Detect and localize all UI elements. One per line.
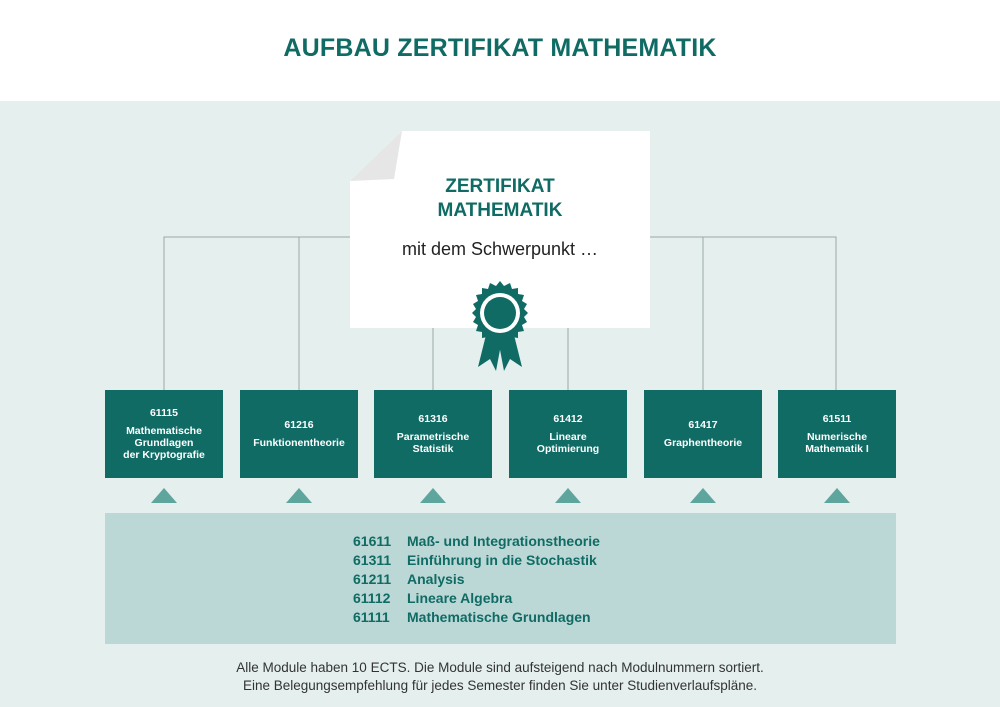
module-box-61511	[778, 390, 896, 478]
base-modules-box	[105, 513, 896, 644]
connector-line-left	[164, 237, 350, 390]
module-name: Numerische Mathematik I	[805, 431, 869, 455]
module-number: 61115	[149, 407, 179, 419]
module-number: 61417	[688, 419, 718, 431]
module-code: 61111	[353, 609, 390, 625]
module-code: 61311	[353, 552, 392, 568]
up-arrow-icon	[286, 488, 312, 503]
module-box-61417	[644, 390, 762, 478]
base-modules-list	[353, 532, 600, 627]
up-arrow-icon	[824, 488, 850, 503]
footnote	[0, 659, 1000, 695]
module-name: Funktionentheorie	[253, 437, 345, 449]
module-number: 61511	[822, 413, 852, 425]
module-code: 61211	[353, 571, 392, 587]
certificate-card	[350, 131, 650, 328]
module-title: Analysis	[407, 571, 465, 587]
module-number: 61316	[418, 413, 448, 425]
module-box-61316	[374, 390, 492, 478]
module-number: 61216	[284, 419, 314, 431]
certificate-subtitle: mit dem Schwerpunkt …	[401, 239, 599, 259]
connector-line-right	[650, 237, 836, 390]
list-item	[353, 551, 600, 570]
list-item	[353, 589, 600, 608]
module-box-61115	[105, 390, 223, 478]
module-title: Mathematische Grundlagen	[407, 609, 591, 625]
module-title: Einführung in die Stochastik	[407, 552, 597, 568]
list-item	[353, 570, 600, 589]
module-name: Parametrische Statistik	[396, 431, 470, 455]
up-arrow-icon	[555, 488, 581, 503]
certificate-title	[350, 175, 650, 223]
module-code: 61611	[353, 533, 392, 549]
module-code: 61112	[353, 590, 391, 606]
module-title: Lineare Algebra	[407, 590, 513, 606]
footnote-line1: Alle Module haben 10 ECTS. Die Module sind aufsteigend nach Modulnummern sortiert.	[236, 660, 764, 675]
module-number: 61412	[553, 413, 583, 425]
page-title: AUFBAU ZERTIFIKAT MATHEMATIK	[283, 34, 717, 62]
module-name: Mathematische Grundlagen der Kryptografie	[123, 425, 205, 461]
list-item	[353, 608, 600, 627]
list-item	[353, 532, 600, 551]
certificate-title-line1: ZERTIFIKAT	[445, 176, 555, 197]
module-name: Graphentheorie	[663, 437, 743, 449]
certificate-title-line2: MATHEMATIK	[437, 200, 563, 221]
award-rosette-icon	[468, 281, 532, 371]
up-arrow-icon	[690, 488, 716, 503]
footnote-line2: Eine Belegungsempfehlung für jedes Semester finden Sie unter Studienverlaufspläne.	[242, 678, 758, 693]
up-arrow-icon	[151, 488, 177, 503]
module-box-61216	[240, 390, 358, 478]
module-box-61412	[509, 390, 627, 478]
up-arrow-icon	[420, 488, 446, 503]
module-title: Maß- und Integrationstheorie	[407, 533, 600, 549]
module-name: Lineare Optimierung	[536, 431, 600, 455]
